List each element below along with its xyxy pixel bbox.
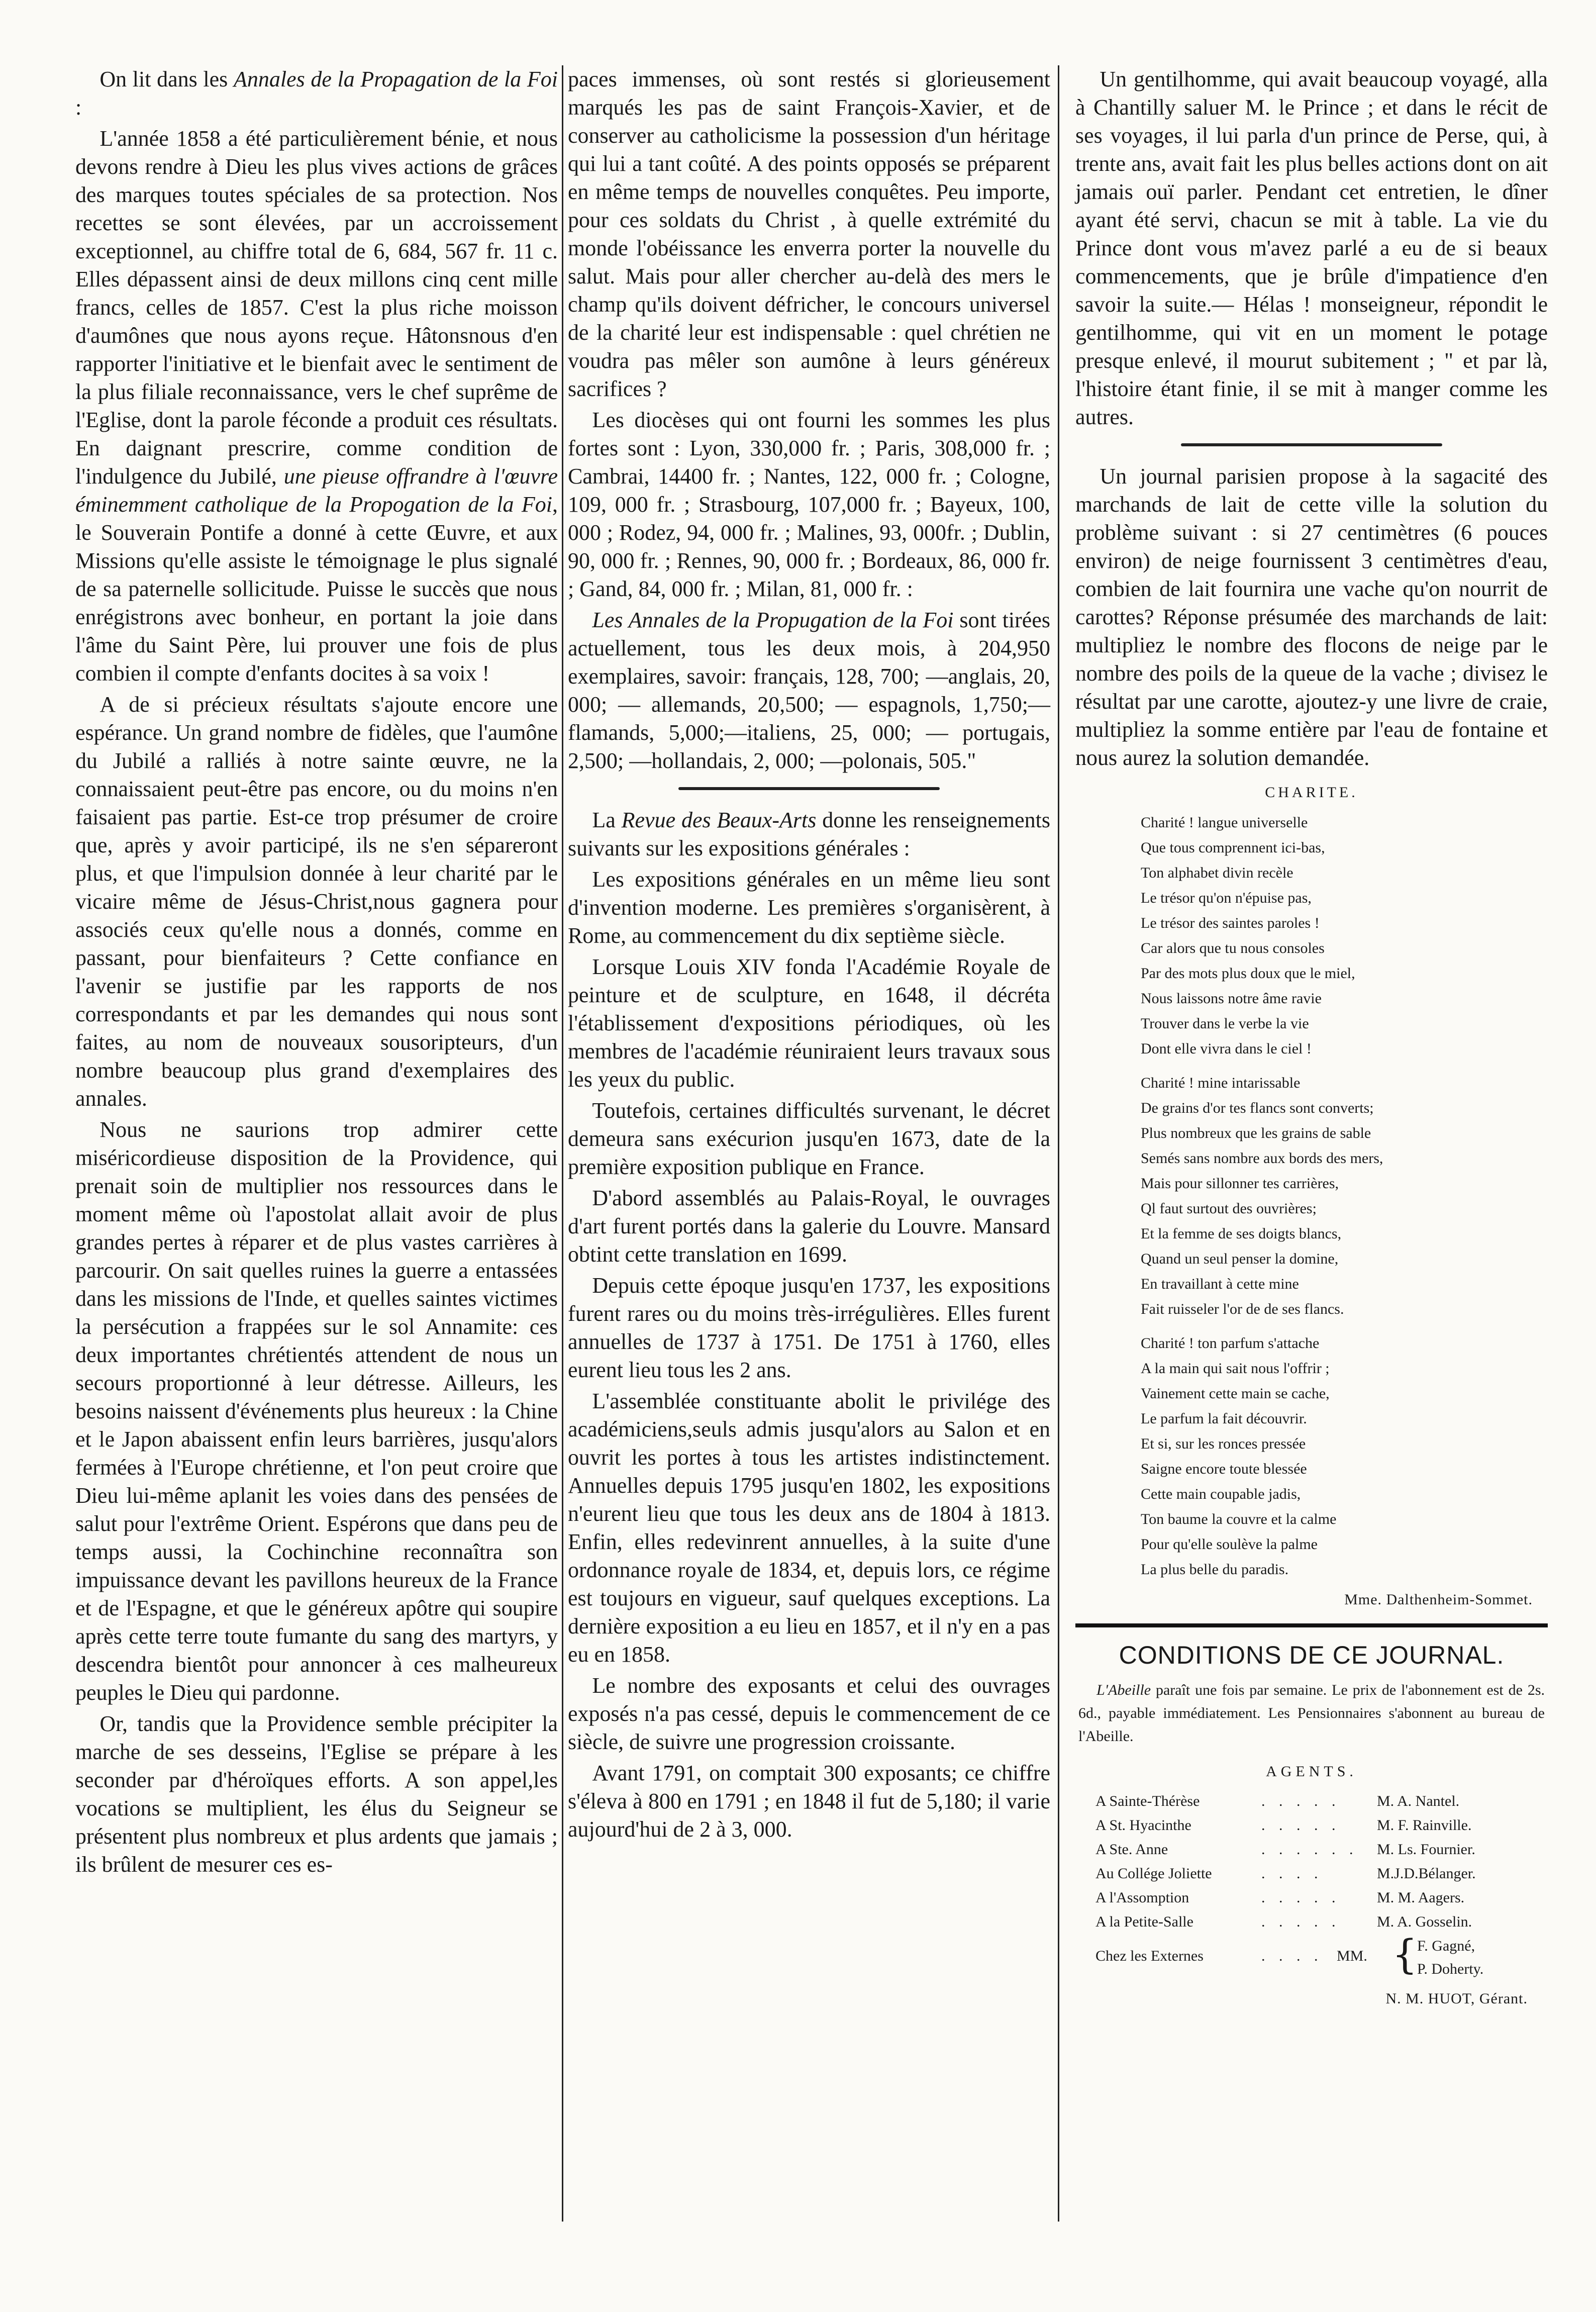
poem-title: CHARITE.	[1265, 784, 1358, 801]
poem-line: De grains d'or tes flancs sont converts;	[1141, 1100, 1374, 1116]
journal-name: L'Abeille	[1096, 1682, 1151, 1698]
paragraph	[568, 606, 1050, 775]
poem-line: Fait ruisseler l'or de de ses flancs.	[1141, 1301, 1344, 1317]
paragraph	[75, 65, 558, 122]
agent-name: M. M. Aagers.	[1377, 1889, 1465, 1906]
poem-line: Plus nombreux que les grains de sable	[1141, 1125, 1371, 1141]
poem	[1141, 810, 1548, 1582]
agents-list	[1095, 1789, 1548, 1934]
section-divider	[568, 784, 1050, 794]
paragraph: Toutefois, certaines difficultés survenant, le décret demeura sans exécurion jusqu'en 1673, date de la première exposition publique en France.	[568, 1098, 1050, 1179]
agent-name: M. Ls. Fournier.	[1377, 1841, 1475, 1858]
poem-line: Saigne encore toute blessée	[1141, 1461, 1307, 1477]
paragraph: L'assemblée constituante abolit le privilége des académiciens,seuls admis jusqu'alors au Salon et en ouvrit les portes à tous les artistes indistinctement. Annuelles depuis 1795 jusqu'en 1802, les expositions n'eurent lieu que tous les deux ans de 1804 à 1813. Enfin, elles redevinrent annuelles, à la suite d'une ordonnance royale de 1834, et, depuis lors, ce régime est toujours en vigueur, sauf quelques exceptions. La dernière exposition a eu lieu en 1857, et il n'y en a pas eu en 1858.	[568, 1389, 1050, 1667]
publication-title: Annales de la Propagation de la Foi	[233, 67, 558, 91]
text: :	[75, 95, 82, 120]
agent-dots: . . . .	[1261, 1948, 1323, 1964]
paragraph: Un journal parisien propose à la sagacité des marchands de lait de cette ville la solution du problème suivant : si 27 centimètres (6 pouces environ) de neige fournissent 3 centimètres d'eau, combien de lait fournira une vache qu'on nourrit de carottes? Réponse présumée des marchands de lait: multipliez le nombre des flocons de neige par le nombre des poils de la queue de la vache ; divisez le résultat par une carotte, ajoutez-y une livre de craie, multipliez la somme entière par l'eau de fontaine et nous aurez la solution demandée.	[1075, 464, 1548, 770]
poem-line: Que tous comprennent ici-bas,	[1141, 839, 1325, 856]
section-divider	[1075, 1623, 1548, 1627]
poem-line: Ton alphabet divin recèle	[1141, 864, 1293, 881]
poem-line: Mais pour sillonner tes carrières,	[1141, 1175, 1339, 1192]
poem-line: Trouver dans le verbe la vie	[1141, 1015, 1309, 1032]
agent-name: M. A. Gosselin.	[1377, 1913, 1472, 1930]
poem-line: Le parfum la fait découvrir.	[1141, 1410, 1307, 1427]
text: La	[592, 808, 622, 832]
publication-title: Revue des Beaux-Arts	[621, 808, 817, 832]
text: paraît une fois par semaine. Le prix de l'abonnement est de 2s. 6d., payable immédiatement. Les Pensionnaires s'abonnent au bureau de l'Abeille.	[1078, 1682, 1545, 1745]
paragraph	[75, 125, 558, 688]
poem-line: Pour qu'elle soulève la palme	[1141, 1536, 1318, 1553]
poem-line: Ton baume la couvre et la calme	[1141, 1511, 1337, 1527]
poem-line: A la main qui sait nous l'offrir ;	[1141, 1360, 1330, 1377]
text: sont tirées actuellement, tous les deux mois, à 204,950 exemplaires, savoir: français, 128, 700; —anglais, 20, 000; — allemands, 20,500; — espagnols, 1,750;—flamands, 5,000;—italiens, 25, 000; — portugais, 2,500; —hollandais, 2, 000; —polonais, 505."	[568, 608, 1050, 773]
poem-line: Charité ! mine intarissable	[1141, 1075, 1301, 1091]
italic-text: une pieuse offrandre à l'œuvre éminemment catholique de la Propogation de la Foi	[75, 464, 558, 517]
agent-dots: . . . . .	[1261, 1913, 1341, 1930]
paragraph: Les diocèses qui ont fourni les sommes les plus fortes sont : Lyon, 330,000 fr. ; Paris, 308,000 fr. ; Cambrai, 14400 fr. ; Nantes, 122, 000 fr. ; Cologne, 109, 000 fr. ; Strasbourg, 107,000 fr. ; Bayeux, 100, 000 ; Rodez, 94, 000 fr. ; Malines, 93, 000fr. ; Dublin, 90, 000 fr. ; Rennes, 90, 000 fr. ; Bordeaux, 86, 000 fr. ; Gand, 84, 000 fr. ; Milan, 81, 000 fr. :	[568, 408, 1050, 601]
agent-location: Chez les Externes	[1095, 1948, 1204, 1964]
agent-row	[1095, 1862, 1548, 1886]
agent-row	[1095, 1910, 1548, 1934]
agent-name: M. F. Rainville.	[1377, 1817, 1472, 1834]
agents-externes	[1095, 1931, 1548, 1982]
text: donne les renseignements suivants sur les expositions générales :	[568, 808, 1050, 860]
paragraph: D'abord assemblés au Palais-Royal, le ouvrages d'art furent portés dans la galerie du Louvre. Mansard obtint cette translation en 1699.	[568, 1186, 1050, 1267]
agent-name: P. Doherty.	[1417, 1961, 1484, 1977]
poem-line: Quand un seul penser la domine,	[1141, 1250, 1339, 1267]
section-divider	[1075, 440, 1548, 450]
poem-line: Par des mots plus doux que le miel,	[1141, 965, 1355, 982]
poem-line: Semés sans nombre aux bords des mers,	[1141, 1150, 1383, 1167]
paragraph: paces immenses, où sont restés si glorieusement marqués les pas de saint François-Xavier, et de conserver au catholicisme la possession d'un héritage qui lui a tant coûté. A des points opposés se préparent en même temps de nouvelles conquêtes. Peu importe, pour ces soldats du Christ , à quelle extrémité du monde l'obéissance les enverra porter la nouvelle du salut. Mais pour aller chercher au-delà des mers le champ qu'ils doivent défricher, le concours universel de la charité leur est indispensable : quel chrétien ne voudra pas mêler son aumône à leurs généreux sacrifices ?	[568, 67, 1050, 401]
column-3	[1075, 65, 1548, 2007]
poem-line: Et la femme de ses doigts blancs,	[1141, 1225, 1342, 1242]
agent-location: A l'Assomption	[1095, 1889, 1189, 1906]
paragraph: Lorsque Louis XIV fonda l'Académie Royale de peinture et de sculpture, en 1648, il décréta l'établissement d'expositions périodiques, où les membres de l'académie réuniraient leurs travaux sous les yeux du public.	[568, 954, 1050, 1092]
paragraph: Un gentilhomme, qui avait beaucoup voyagé, alla à Chantilly saluer M. le Prince ; et dans le récit de ses voyages, il lui parla d'un prince de Perse, qui, à trente ans, avait fait les plus belles actions dont on ait jamais ouï parler. Pendant cet entretien, le dîner ayant été servi, chacun se mit à table. La vie du Prince dont vous m'avez parlé a eu de si beaux commencements, que je brûle d'impatience d'en savoir la suite.— Hélas ! monseigneur, répondit le gentilhomme, qui vit en un moment le potage presque enlevé, il mourut subitement ; " et par là, l'histoire étant finie, il se mit à manger comme les autres.	[1075, 67, 1548, 429]
poem-line: Le trésor qu'on n'épuise pas,	[1141, 890, 1312, 906]
paragraph	[568, 806, 1050, 862]
agent-location: A Ste. Anne	[1095, 1841, 1168, 1858]
text: , le Souverain Pontife a donné à cette Œuvre, et aux Missions qu'elle assiste le témoignage le plus signalé de sa paternelle sollicitude. Puisse le succès que nous enrégistrons avec bonheur, en portant la joie dans l'âme du Saint Père, lui prouver une fois de plus combien il compte d'enfants docites à sa voix !	[75, 492, 558, 686]
agent-row	[1095, 1813, 1548, 1838]
paragraph: Or, tandis que la Providence semble précipiter la marche de ses desseins, l'Eglise se prépare à les seconder par d'héroïques efforts. A son appel,les vocations se multiplient, les élus du Seigneur se présentent plus nombreux et plus ardents que jamais ; ils brûlent de mesurer ces es-	[75, 1711, 558, 1877]
poem-line: Vainement cette main se cache,	[1141, 1385, 1330, 1402]
paragraph: Le nombre des exposants et celui des ouvrages exposés n'a pas cessé, depuis le commencement de ce siècle, de suivre une progression croissante.	[568, 1673, 1050, 1754]
poem-line: En travaillant à cette mine	[1141, 1276, 1299, 1292]
poem-line: Cette main coupable jadis,	[1141, 1486, 1301, 1502]
agent-dots: . . . .	[1261, 1865, 1323, 1882]
poem-line: Nous laissons notre âme ravie	[1141, 990, 1322, 1007]
agent-location: A Sainte-Thérèse	[1095, 1793, 1200, 1809]
poem-line: La plus belle du paradis.	[1141, 1561, 1289, 1578]
agent-dots: . . . . .	[1261, 1817, 1341, 1834]
poem-line: Et si, sur les ronces pressée	[1141, 1435, 1306, 1452]
agent-dots: . . . . . .	[1261, 1841, 1358, 1858]
poem-stanza	[1141, 1331, 1548, 1582]
column-2	[568, 65, 1050, 1847]
poem-line: Charité ! ton parfum s'attache	[1141, 1335, 1320, 1352]
paragraph: Nous ne saurions trop admirer cette miséricordieuse disposition de la Providence, qui prenait soin de multiplier nos ressources dans le moment même où l'apostolat allait avoir de plus grandes pertes à réparer et de plus vastes carrières à parcourir. On sait quelles ruines la guerre a entassées dans les missions de l'Inde, et quelles saintes victimes la persécution a frappées sur le sol Annamite: ces deux importantes chrétientés attendent de nous un secours proportionné à leur détresse. Ailleurs, les besoins naissent d'événements plus heureux : la Chine et le Japon abaissent enfin leurs barrières, jusqu'alors fermées à l'Europe chrétienne, et l'on peut croire que Dieu lui-même aplanit les voies dans des pensées de salut pour l'extrême Orient. Espérons que dans peu de temps aussi, la Cochinchine reconnaîtra son impuissance devant les pavillons heureux de la France et de l'Espagne, et que le généreux apôtre qui soupire après cette terre toute fumante du sang des martyrs, y descendra bientôt pour annoncer à ces malheureux peuples le Dieu qui pardonne.	[75, 1117, 558, 1705]
brace-glyph: {	[1392, 1931, 1418, 1978]
poem-line: Le trésor des saintes paroles !	[1141, 915, 1320, 931]
agent-location: Au Collége Joliette	[1095, 1865, 1212, 1882]
conditions-text	[1078, 1679, 1545, 1748]
agent-mm: MM.	[1337, 1948, 1367, 1964]
paragraph: Avant 1791, on comptait 300 exposants; ce chiffre s'éleva à 800 en 1791 ; en 1848 il fut de 5,180; il varie aujourd'hui de 2 à 3, 000.	[568, 1761, 1050, 1842]
poem-signature: Mme. Dalthenheim-Sommet.	[1344, 1591, 1533, 1608]
poem-line: Charité ! langue universelle	[1141, 814, 1308, 831]
paragraph: Depuis cette époque jusqu'en 1737, les expositions furent rares ou du moins très-irrégulières. Elles furent annuelles de 1737 à 1751. De 1751 à 1760, elles eurent lieu tous les 2 ans.	[568, 1273, 1050, 1382]
agent-name: F. Gagné,	[1417, 1938, 1475, 1954]
conditions-title: CONDITIONS DE CE JOURNAL.	[1119, 1641, 1505, 1669]
text: On lit dans les	[99, 67, 234, 91]
poem-line: Ql faut surtout des ouvrières;	[1141, 1200, 1317, 1217]
column-rule	[1058, 65, 1059, 2222]
agent-name: M. A. Nantel.	[1377, 1793, 1460, 1809]
paragraph: Les expositions générales en un même lieu sont d'invention moderne. Les premières s'organisèrent, à Rome, au commencement du dix septième siècle.	[568, 867, 1050, 948]
agent-dots: . . . . .	[1261, 1793, 1341, 1809]
agent-row	[1095, 1838, 1548, 1862]
agent-name: M.J.D.Bélanger.	[1377, 1865, 1476, 1882]
agent-row	[1095, 1789, 1548, 1813]
publication-title: Les Annales de la Propugation de la Foi	[592, 608, 954, 632]
agents-title: AGENTS.	[1266, 1763, 1357, 1780]
paragraph: A de si précieux résultats s'ajoute encore une espérance. Un grand nombre de fidèles, que l'aumône du Jubilé a ralliés à notre sainte œuvre, ne la connaissaient peut-être pas encore, ou du moins n'en faisaient pas partie. Est-ce trop présumer de croire que, après y avoir participé, ils ne s'en sépareront plus, et que l'impulsion donnée à leur charité par le vicaire même de Jésus-Christ,nous gagnera pour associés ceux qu'elle nous a donnés, comme en passant, pour bienfaiteurs ? Cette confiance en l'avenir se justifie par les rapports de nos correspondants et par les demandes qui nous sont faites, au nom de nouveaux sousoripteurs, d'un nombre beaucoup plus grand d'exemplaires des annales.	[75, 692, 558, 1111]
agent-dots: . . . . .	[1261, 1889, 1341, 1906]
agent-row	[1095, 1931, 1548, 1982]
agent-row	[1095, 1886, 1548, 1910]
column-rule	[562, 65, 563, 2222]
column-1	[75, 65, 558, 1882]
poem-stanza	[1141, 1071, 1548, 1322]
text: L'année 1858 a été particulièrement bénie, et nous devons rendre à Dieu les plus vives actions de grâces des marques toutes spéciales de sa protection. Nos recettes se sont élevées, par un accroissement exceptionnel, au chiffre total de 6, 684, 567 fr. 11 c. Elles dépassent ainsi de deux millons cinq cent mille francs, celles de 1857. C'est la plus riche moisson d'aumônes que nous ayons reçue. Hâtonsnous d'en rapporter l'initiative et le bienfait avec le sentiment de la plus filiale reconnaissance, vers le chef suprême de l'Eglise, dont la parole féconde a produit ces résultats. En daignant prescrire, comme condition de l'indulgence du Jubilé,	[75, 126, 558, 489]
gerant: N. M. HUOT, Gérant.	[1385, 1990, 1528, 2007]
poem-line: Car alors que tu nous consoles	[1141, 940, 1325, 956]
poem-line: Dont elle vivra dans le ciel !	[1141, 1040, 1312, 1057]
poem-stanza	[1141, 810, 1548, 1062]
agent-location: A la Petite-Salle	[1095, 1913, 1193, 1930]
agent-location: A St. Hyacinthe	[1095, 1817, 1191, 1834]
